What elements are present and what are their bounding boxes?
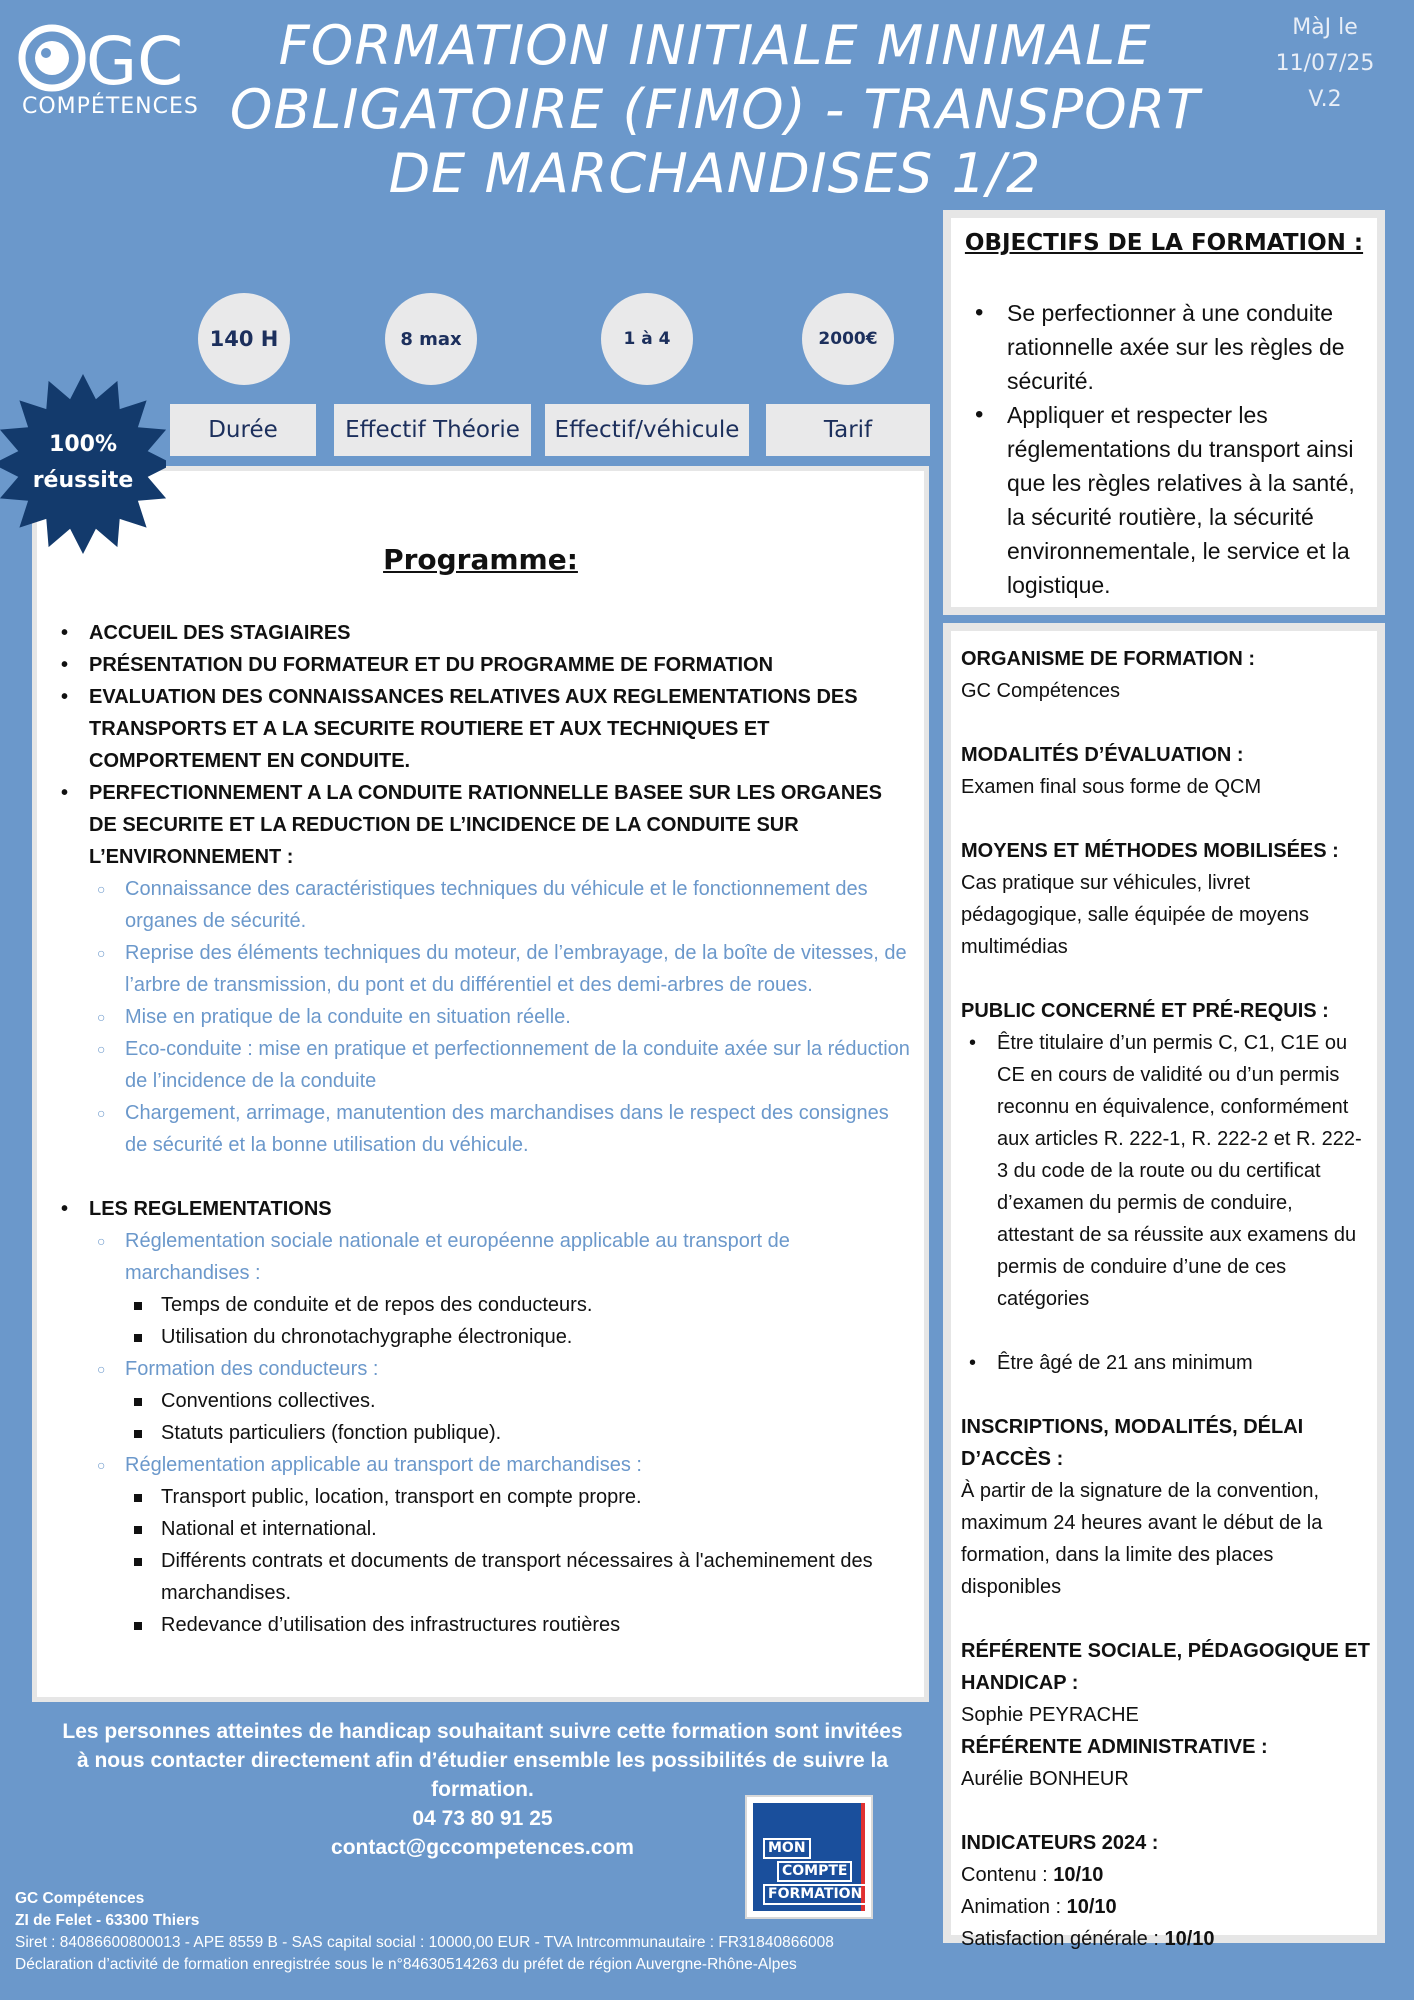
indicator-animation: Animation : 10/10 [961,1896,1117,1918]
list-item: • Se perfectionner à une conduite rationnelle axée sur les règles de sécurité. [967,296,1367,398]
list-item-text: LES REGLEMENTATIONS [89,1198,332,1220]
logo-subtitle: COMPÉTENCES [22,94,199,119]
moyens-value: Cas pratique sur véhicules, livret pédagogique, salle équipée de moyens multimédias [961,872,1310,958]
public-heading: PUBLIC CONCERNÉ ET PRÉ-REQUIS : [961,1000,1329,1022]
cpf-line2: COMPTE [777,1861,852,1882]
indicator-contenu: Contenu : 10/10 [961,1864,1104,1886]
gc-logo-icon [18,22,218,92]
list-item [52,1193,912,1641]
cpf-line1: MON [763,1838,811,1859]
cpf-line3: FORMATION [763,1884,867,1905]
referente-admin-value: Aurélie BONHEUR [961,1768,1129,1790]
sub-sub-list-item: Temps de conduite et de repos des conducteurs. [125,1289,912,1321]
list-item: • EVALUATION DES CONNAISSANCES RELATIVES AUX REGLEMENTATIONS DES TRANSPORTS ET A LA SECURITE ROUTIERE ET AUX TECHNIQUES ET COMPORTEMENT EN CONDUITE. [52,681,912,777]
list-item: • Être titulaire d’un permis C, C1, C1E ou CE en cours de validité ou d’un permis reconnu en équivalence, conformément aux articles R. 222-1, R. 222-2 et R. 222-3 du code de la route ou du certificat d’examen du permis de conduire, attestant de sa réussite aux examens du permis de conduire d’une de ces catégories [961,1027,1371,1315]
sub-list-item [89,1449,912,1641]
referente-value: Sophie PEYRACHE [961,1704,1139,1726]
footer-address: ZI de Felet - 63300 Thiers [15,1912,200,1929]
sub-list-item: ○ Eco-conduite : mise en pratique et perfectionnement de la conduite axée sur la réduction de l’incidence de la conduite [89,1033,912,1097]
programme-panel [32,466,929,1702]
moyens-heading: MOYENS ET MÉTHODES MOBILISÉES : [961,840,1339,862]
sub-list-item-text: Réglementation sociale nationale et européenne applicable au transport de marchandises : [125,1230,790,1284]
indicateurs-heading: INDICATEURS 2024 : [961,1832,1159,1854]
update-date: 11/07/25 [1275,51,1375,76]
footer-company: GC Compétences [15,1890,145,1907]
sub-list-item [89,1225,912,1353]
referente-admin-heading: RÉFÉRENTE ADMINISTRATIVE : [961,1736,1268,1758]
list-item: • Être âgé de 21 ans minimum [961,1347,1371,1379]
sub-list-item-text: Réglementation applicable au transport de marchandises : [125,1454,642,1476]
list-item: • ACCUEIL DES STAGIAIRES [52,617,912,649]
objectives-panel [943,210,1385,615]
info-panel [943,623,1385,1950]
sub-list-item: ○ Mise en pratique de la conduite en situation réelle. [89,1001,912,1033]
update-label: MàJ le [1292,15,1358,40]
stat-tarif-label: Tarif [766,404,930,456]
organisme-value: GC Compétences [961,680,1120,702]
indicator-satisfaction: Satisfaction générale : 10/10 [961,1928,1215,1950]
inscriptions-value: À partir de la signature de la convention, maximum 24 heures avant le début de la formation, dans la limite des places disponibles [961,1480,1323,1598]
sub-sub-list-item: National et international. [125,1513,912,1545]
list-item: • PRÉSENTATION DU FORMATEUR ET DU PROGRAMME DE FORMATION [52,649,912,681]
sub-sub-list-item: Utilisation du chronotachygraphe électronique. [125,1321,912,1353]
sub-sub-list-item: Statuts particuliers (fonction publique). [125,1417,912,1449]
inscriptions-heading: INSCRIPTIONS, MODALITÉS, DÉLAI D’ACCÈS : [961,1416,1304,1470]
update-info [1265,10,1385,118]
contact-phone[interactable]: 04 73 80 91 25 [412,1807,553,1830]
page-title: FORMATION INITIALE MINIMALE OBLIGATOIRE (FIMO) - TRANSPORT DE MARCHANDISES 1/2 [229,14,1201,205]
stat-duree-label: Durée [170,404,316,456]
sub-list-item: ○ Connaissance des caractéristiques techniques du véhicule et le fonctionnement des organes de sécurité. [89,873,912,937]
footer-legal: Siret : 84086600800013 - APE 8559 B - SAS capital social : 10000,00 EUR - TVA Intrcommunautaire : FR31840866008 [15,1934,834,1951]
sub-list-item: ○ Chargement, arrimage, manutention des marchandises dans le respect des consignes de sécurité et la bonne utilisation du véhicule. [89,1097,912,1161]
programme-list [52,617,912,1641]
sub-list-item [89,1353,912,1449]
organisme-heading: ORGANISME DE FORMATION : [961,648,1256,670]
stat-tarif-value: 2000€ [802,293,894,385]
contact-email[interactable]: contact@gccompetences.com [331,1836,634,1859]
company-logo [18,22,203,122]
objectives-title: OBJECTIFS DE LA FORMATION : [964,230,1364,256]
evaluation-heading: MODALITÉS D’ÉVALUATION : [961,744,1244,766]
sub-sub-list-item: Transport public, location, transport en compte propre. [125,1481,912,1513]
footer-declaration: Déclaration d’activité de formation enregistrée sous le n°84630514263 du préfet de région Auvergne-Rhône-Alpes [15,1956,797,1973]
badge-label: réussite [32,468,134,493]
footer [15,1888,935,1976]
logo-text: GC [86,23,184,92]
objectives-list [967,296,1367,602]
stat-effectif-vehicule-label: Effectif/véhicule [545,404,749,456]
stat-effectif-theorie-value: 8 max [385,293,477,385]
evaluation-value: Examen final sous forme de QCM [961,776,1262,798]
programme-title: Programme: [383,543,578,576]
handicap-text: Les personnes atteintes de handicap souhaitant suivre cette formation sont invitées à nous contacter directement afin d’étudier ensemble les possibilités de suivre la formation. [62,1720,903,1801]
sub-sub-list-item: Conventions collectives. [125,1385,912,1417]
badge-percent: 100% [49,432,117,457]
stat-effectif-theorie-label: Effectif Théorie [334,404,531,456]
sub-sub-list-item: Redevance d’utilisation des infrastructures routières [125,1609,912,1641]
list-item: • Appliquer et respecter les réglementations du transport ainsi que les règles relatives à la santé, la sécurité routière, la sécurité environnementale, le service et la logistique. [967,398,1367,602]
sub-list-item: ○ Reprise des éléments techniques du moteur, de l’embrayage, de la boîte de vitesses, de l’arbre de transmission, du pont et du différentiel et des demi-arbres de roues. [89,937,912,1001]
update-version: V.2 [1308,87,1342,112]
stat-duree-value: 140 H [198,293,290,385]
referente-heading: RÉFÉRENTE SOCIALE, PÉDAGOGIQUE ET HANDICAP : [961,1640,1370,1694]
success-badge [0,372,166,556]
list-item [52,777,912,1161]
list-item-text: PERFECTIONNEMENT A LA CONDUITE RATIONNELLE BASEE SUR LES ORGANES DE SECURITE ET LA REDUCTION DE L’INCIDENCE DE LA CONDUITE SUR L’ENVIRONNEMENT : [89,782,882,868]
sub-list-item-text: Formation des conducteurs : [125,1358,379,1380]
stat-effectif-vehicule-value: 1 à 4 [601,293,693,385]
sub-sub-list-item: Différents contrats et documents de transport nécessaires à l'acheminement des marchandises. [125,1545,912,1609]
